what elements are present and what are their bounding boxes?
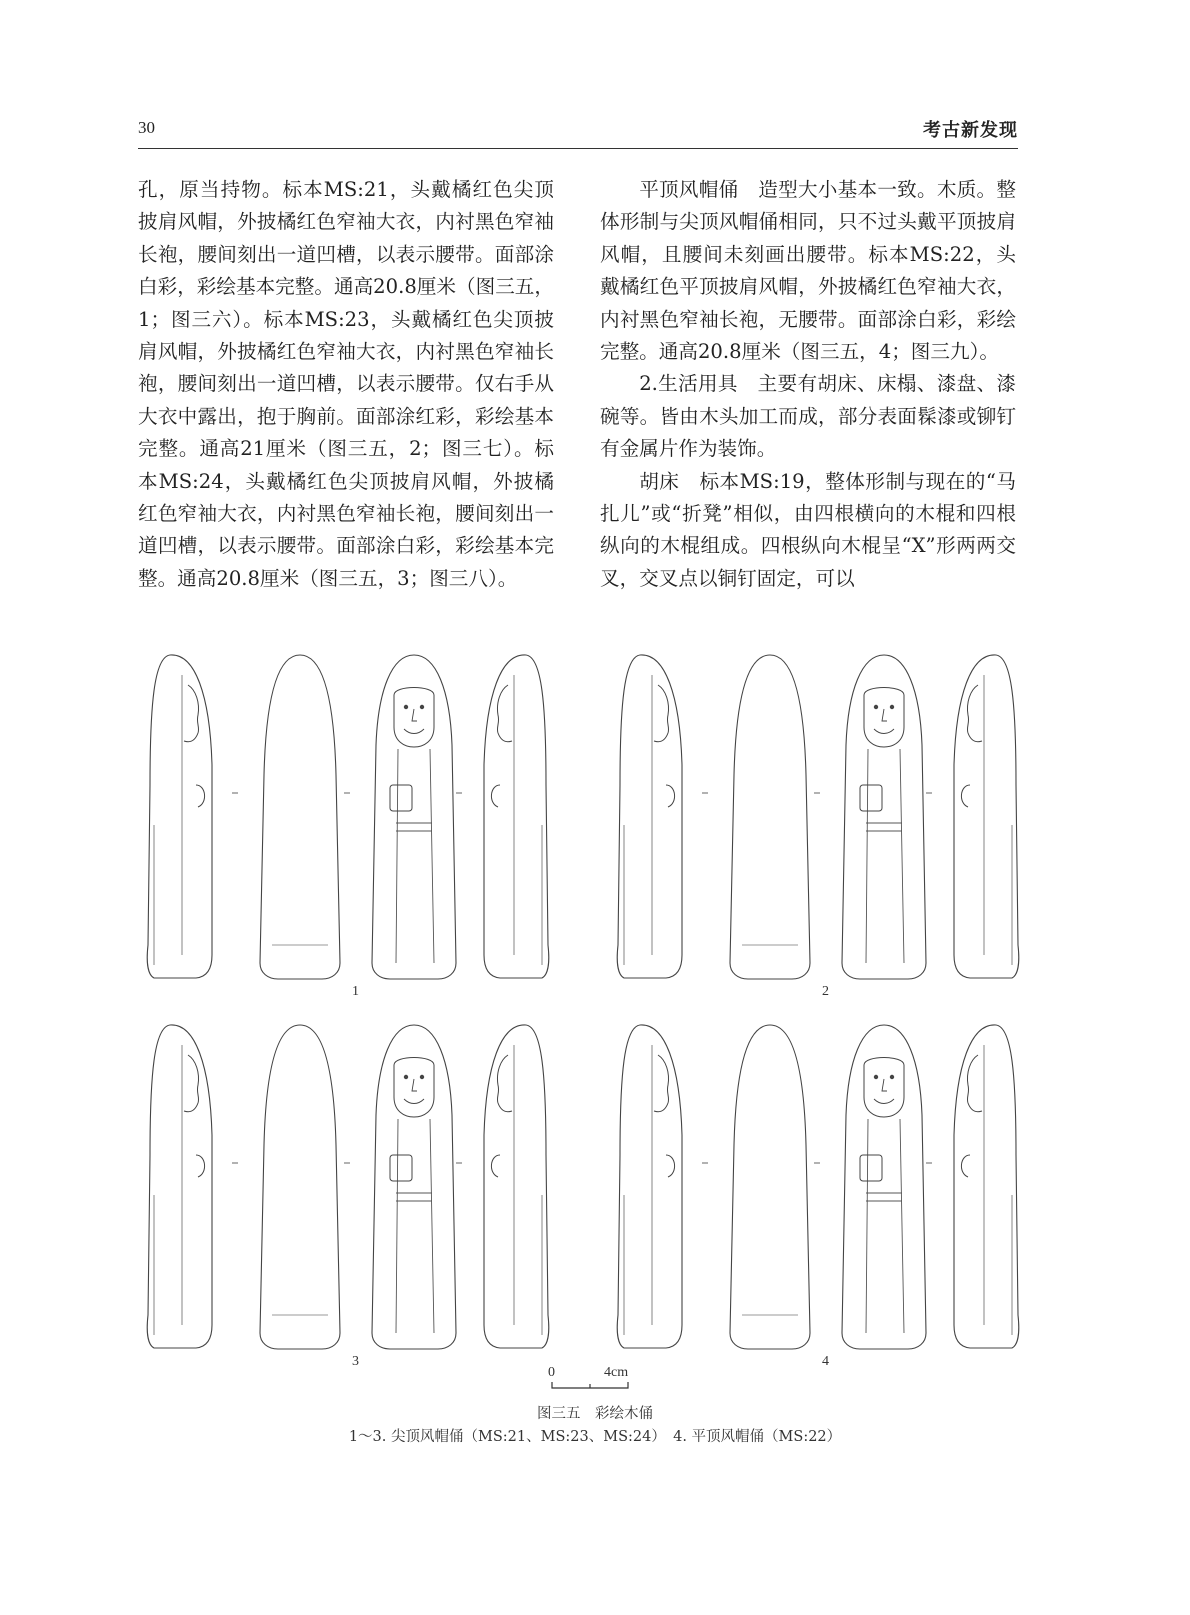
right-text-column	[600, 174, 1016, 595]
figurine-side-view	[617, 655, 682, 978]
scale-bar	[548, 1365, 628, 1388]
plate-3	[147, 1025, 549, 1369]
plate-4	[617, 1025, 1019, 1369]
figurine-front-view	[842, 1025, 926, 1349]
figure-caption-subtitle: 1～3. 尖顶风帽俑（MS:21、MS:23、MS:24） 4. 平顶风帽俑（MS:22）	[348, 1429, 842, 1445]
page-number: 30	[138, 118, 155, 137]
figurine-side-view	[484, 655, 549, 978]
left-text-column	[138, 174, 554, 595]
plate-label-1: 1	[352, 984, 359, 999]
paragraph: 胡床 标本MS:19，整体形制与现在的“马扎儿”或“折凳”相似，由四根横向的木棍和四根纵向的木棍组成。四根纵向木棍呈“X”形两两交叉，交叉点以铜钉固定，可以	[600, 469, 1016, 590]
figurine-back-view	[260, 1025, 340, 1349]
figurine-front-view	[842, 655, 926, 979]
plate-label-3: 3	[352, 1354, 359, 1369]
figurine-back-view	[730, 1025, 810, 1349]
figurine-side-view	[147, 1025, 212, 1348]
figurine-side-view	[147, 655, 212, 978]
figure-wooden-figurines	[130, 640, 1030, 1400]
plate-label-2: 2	[822, 984, 829, 999]
page-header	[138, 112, 1018, 149]
figurine-side-view	[484, 1025, 549, 1348]
figurine-drawings	[130, 640, 1030, 1400]
journal-title: 考古新发现	[923, 120, 1018, 141]
plate-2	[617, 655, 1019, 999]
figure-caption-title: 图三五 彩绘木俑	[537, 1406, 653, 1422]
scale-end-label: 4cm	[604, 1365, 629, 1380]
plate-1	[147, 655, 549, 999]
figurine-front-view	[372, 1025, 456, 1349]
scale-start-label: 0	[548, 1365, 555, 1380]
figurine-side-view	[954, 655, 1019, 978]
figurine-side-view	[617, 1025, 682, 1348]
paragraph: 2.生活用具 主要有胡床、床榻、漆盘、漆碗等。皆由木头加工而成，部分表面髹漆或铆钉有金属片作为装饰。	[600, 372, 1016, 461]
plate-label-4: 4	[822, 1354, 829, 1369]
figurine-back-view	[260, 655, 340, 979]
figurine-side-view	[954, 1025, 1019, 1348]
paragraph: 平顶风帽俑 造型大小基本一致。木质。整体形制与尖顶风帽俑相同，只不过头戴平顶披肩风帽，且腰间未刻画出腰带。标本MS:22，头戴橘红色平顶披肩风帽，外披橘红色窄袖大衣，内衬黑色窄袖长袍，无腰带。面部涂白彩，彩绘完整。通高20.8厘米（图三五，4；图三九）。	[600, 178, 1016, 364]
paragraph: 孔，原当持物。标本MS:21，头戴橘红色尖顶披肩风帽，外披橘红色窄袖大衣，内衬黑色窄袖长袍，腰间刻出一道凹槽，以表示腰带。面部涂白彩，彩绘基本完整。通高20.8厘米（图三五，1；图三六）。标本MS:23，头戴橘红色尖顶披肩风帽，外披橘红色窄袖大衣，内衬黑色窄袖长袍，腰间刻出一道凹槽，以表示腰带。仅右手从大衣中露出，抱于胸前。面部涂红彩，彩绘基本完整。通高21厘米（图三五，2；图三七）。标本MS:24，头戴橘红色尖顶披肩风帽，外披橘红色窄袖大衣，内衬黑色窄袖长袍，腰间刻出一道凹槽，以表示腰带。面部涂白彩，彩绘基本完整。通高20.8厘米（图三五，3；图三八）。	[138, 178, 554, 590]
figurine-front-view	[372, 655, 456, 979]
figurine-back-view	[730, 655, 810, 979]
